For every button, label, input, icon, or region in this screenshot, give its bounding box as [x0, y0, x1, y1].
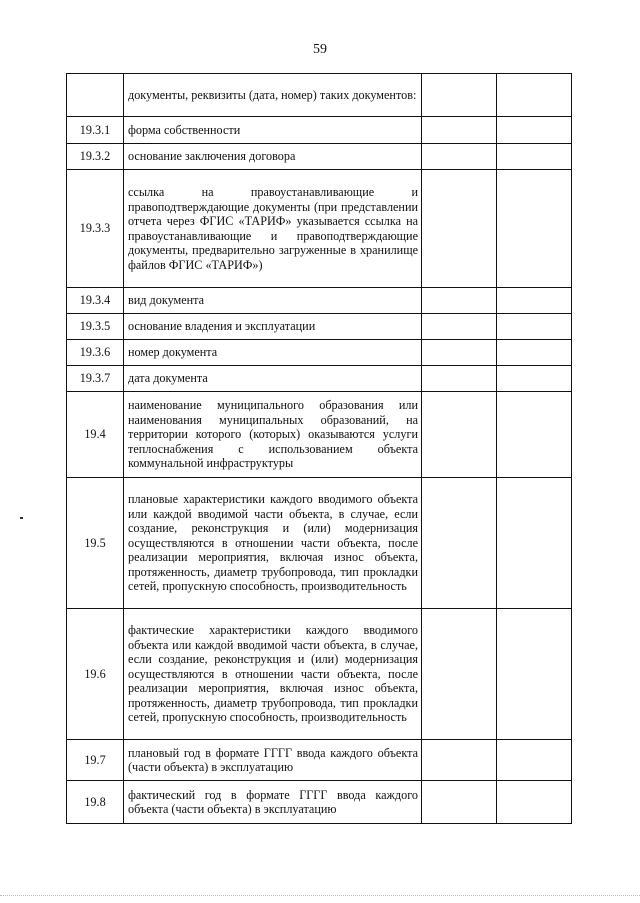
table-row: [67, 366, 572, 392]
table-row: [67, 144, 572, 170]
row-number: 19.7: [67, 740, 124, 781]
table-row: [67, 740, 572, 781]
empty-cell: [422, 392, 497, 478]
table-row: [67, 781, 572, 824]
empty-cell: [497, 170, 572, 288]
empty-cell: [497, 74, 572, 117]
empty-cell: [422, 340, 497, 366]
table-row: [67, 478, 572, 609]
table-row: [67, 340, 572, 366]
row-description: плановые характеристики каждого вводимого объекта или каждой вводимой части объекта, в случае, если создание, реконструкция и (или) модернизация осуществляются в отношении части объекта, после реализации мероприятия, включая износ объекта, протяженность, диаметр трубопровода, тип прокладки сетей, пропускную способность, производительность: [124, 478, 422, 609]
empty-cell: [422, 144, 497, 170]
row-description: форма собственности: [124, 117, 422, 144]
empty-cell: [422, 478, 497, 609]
empty-cell: [497, 781, 572, 824]
row-number: 19.3.7: [67, 366, 124, 392]
row-description: фактические характеристики каждого вводимого объекта или каждой вводимой части объекта, в случае, если создание, реконструкция и (или) модернизация осуществляются в отношении части объекта, после реализации мероприятия, включая износ объекта, протяженность, диаметр трубопровода, тип прокладки сетей, пропускную способность, производительность: [124, 609, 422, 740]
scan-artifact: [20, 517, 23, 519]
row-description: основание заключения договора: [124, 144, 422, 170]
empty-cell: [497, 340, 572, 366]
empty-cell: [422, 117, 497, 144]
empty-cell: [422, 366, 497, 392]
empty-cell: [497, 392, 572, 478]
row-description: фактический год в формате ГГГГ ввода каждого объекта (части объекта) в эксплуатацию: [124, 781, 422, 824]
scan-edge-line: [0, 895, 640, 896]
empty-cell: [422, 74, 497, 117]
empty-cell: [497, 144, 572, 170]
empty-cell: [422, 170, 497, 288]
row-description: вид документа: [124, 288, 422, 314]
empty-cell: [422, 609, 497, 740]
table-row: [67, 288, 572, 314]
row-number: 19.3.4: [67, 288, 124, 314]
empty-cell: [422, 288, 497, 314]
row-number: 19.3.6: [67, 340, 124, 366]
row-description: основание владения и эксплуатации: [124, 314, 422, 340]
row-description: документы, реквизиты (дата, номер) таких документов:: [124, 74, 422, 117]
table-row: [67, 609, 572, 740]
empty-cell: [497, 478, 572, 609]
row-description: наименование муниципального образования или наименования муниципальных образований, на территории которого (которых) оказываются услуги теплоснабжения с использованием объекта коммунальной инфраструктуры: [124, 392, 422, 478]
row-number: 19.3.2: [67, 144, 124, 170]
row-description: плановый год в формате ГГГГ ввода каждого объекта (части объекта) в эксплуатацию: [124, 740, 422, 781]
row-number: 19.4: [67, 392, 124, 478]
empty-cell: [497, 314, 572, 340]
row-number: 19.3.1: [67, 117, 124, 144]
row-number: 19.3.5: [67, 314, 124, 340]
empty-cell: [422, 740, 497, 781]
table-row: [67, 74, 572, 117]
empty-cell: [422, 314, 497, 340]
row-number: 19.3.3: [67, 170, 124, 288]
row-number: 19.5: [67, 478, 124, 609]
row-number: 19.6: [67, 609, 124, 740]
row-description: ссылка на правоустанавливающие и правоподтверждающие документы (при представлении отчета через ФГИС «ТАРИФ» указывается ссылка на правоустанавливающие и правоподтверждающие документы, предварительно загруженные в хранилище файлов ФГИС «ТАРИФ»): [124, 170, 422, 288]
empty-cell: [497, 609, 572, 740]
table-row: [67, 117, 572, 144]
row-number: 19.8: [67, 781, 124, 824]
row-description: номер документа: [124, 340, 422, 366]
table-row: [67, 392, 572, 478]
empty-cell: [497, 288, 572, 314]
row-description: дата документа: [124, 366, 422, 392]
table-row: [67, 314, 572, 340]
empty-cell: [497, 366, 572, 392]
table-row: [67, 170, 572, 288]
empty-cell: [497, 740, 572, 781]
page-number: 59: [313, 42, 327, 57]
empty-cell: [422, 781, 497, 824]
row-number: [67, 74, 124, 117]
empty-cell: [497, 117, 572, 144]
requirements-table: [66, 73, 572, 824]
